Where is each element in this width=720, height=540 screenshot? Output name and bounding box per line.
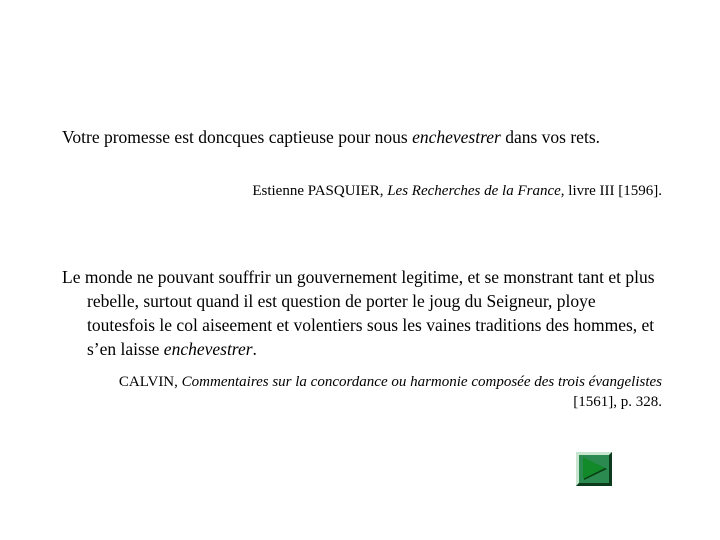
play-triangle-icon (576, 452, 612, 486)
quote-1-text-start: Votre promesse est doncques captieuse pour nous (62, 127, 413, 147)
quote-1 (62, 125, 662, 149)
quote-1-text (62, 125, 662, 149)
quote-2-text-end: . (252, 339, 257, 359)
quote-1-emphasis: enchevestrer (412, 127, 501, 147)
quote-2-emphasis: enchevestrer (163, 339, 253, 359)
quote-2-text-start: Le monde ne pouvant souffrir un gouvernement legitime, et se monstrant tant et plus rebelle, surtout quand il est question de porter le joug du Seigneur, ploye toutesfois le col aiseement et volentiers sous les vaines traditions des hommes, et s’en laisse (62, 267, 655, 359)
next-slide-button[interactable] (576, 452, 612, 486)
quote-2-text (62, 265, 662, 361)
attribution-1-details: , livre III [1596]. (560, 183, 662, 199)
attribution-1 (142, 181, 662, 201)
quote-2 (62, 265, 662, 361)
attribution-1-work: Les Recherches de la France (387, 183, 561, 199)
attribution-2-details: [1561], p. 328. (573, 394, 662, 410)
quote-1-text-end: dans vos rets. (500, 127, 600, 147)
attribution-2-author: CALVIN, (118, 374, 182, 390)
attribution-2 (82, 372, 662, 412)
attribution-2-work: Commentaires sur la concordance ou harmonie composée des trois évangelistes (181, 374, 662, 390)
attribution-1-author: Estienne PASQUIER, (252, 183, 388, 199)
